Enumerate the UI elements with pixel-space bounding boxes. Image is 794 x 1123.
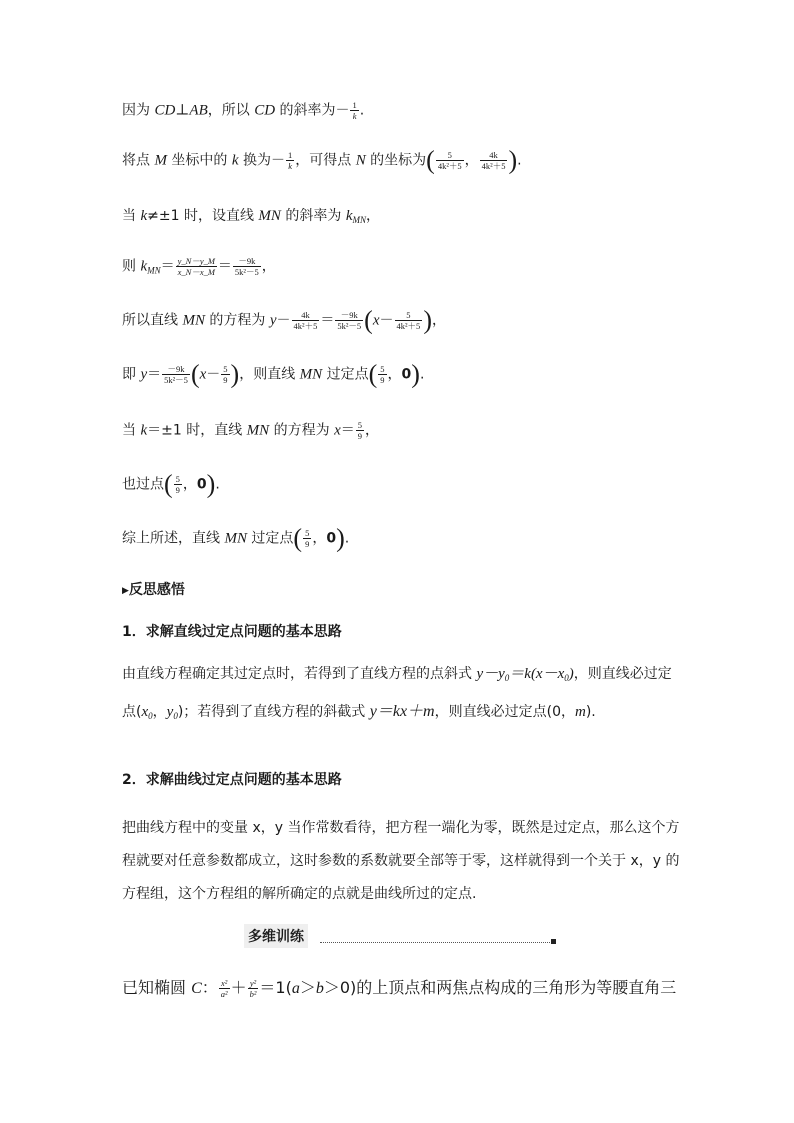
fraction: $\frac{-9k}{\text{5k²－5}}$ xyxy=(164,364,188,385)
exercise-text: 已知椭圆 C： $\frac{\text{x²}}{\text{a²}}$ ＋ $\frac{\text{y²}}{\text{b²}}$ ＝1(a＞b＞0)的上顶点和两焦点构成的三角形为等腰直角三 xyxy=(122,978,677,999)
fraction: $\frac{5}{\text{4k²＋5}}$ xyxy=(437,150,462,171)
fraction: $\frac{5}{9}$ xyxy=(223,364,228,385)
line-slope-mn: 则 $k_{MN}=$ $\frac{y\_N-y\_M}{x\_N-x\_M}$ ＝ $\frac{-9k}{\text{5k²－5}}$ ， xyxy=(122,256,276,277)
reflection-heading: ▶反思感悟 xyxy=(122,582,185,598)
line-conclusion: 综上所述，直线 MN 过定点( $\frac{5}{9}$ ，0). xyxy=(122,523,350,553)
point2-heading: 2．求解曲线过定点问题的基本思路 xyxy=(122,772,342,788)
fraction: $\frac{\text{x²}}{\text{a²}}$ xyxy=(220,978,228,999)
line-also-passes: 也过点( $\frac{5}{9}$ ，0). xyxy=(122,469,220,499)
fraction: $\frac{5}{9}$ xyxy=(357,420,362,441)
divider xyxy=(320,942,552,943)
line-k-condition: 当 k≠±1 时，设直线 MN 的斜率为 $k_{MN}$， xyxy=(122,208,380,225)
point1-heading: 1．求解直线过定点问题的基本思路 xyxy=(122,624,342,640)
fraction: $\frac{4k}{\text{4k²＋5}}$ xyxy=(293,310,318,331)
fraction: $\frac{y\_N-y\_M}{x\_N-x\_M}$ xyxy=(177,256,215,277)
square-bullet-icon xyxy=(551,939,556,944)
line-slope-cd: 因为 CD⊥AB，所以 CD 的斜率为－ $\frac{1}{k}$ . xyxy=(122,100,365,121)
fraction: $\frac{\text{y²}}{\text{b²}}$ xyxy=(249,978,257,999)
fraction: $\frac{1}{k}$ xyxy=(352,100,357,121)
point1-text: 由直线方程确定其过定点时，若得到了直线方程的点斜式 $y-y_0=k(x-x_0)$，则直线必过定点($x_0$，$y_0$)；若得到了直线方程的斜截式 y＝kx＋m，则直线必过定点(0，m). xyxy=(122,666,672,721)
fraction: $\frac{5}{9}$ xyxy=(175,474,180,495)
fraction: $\frac{5}{9}$ xyxy=(380,364,385,385)
fraction: $\frac{4k}{\text{4k²＋5}}$ xyxy=(481,150,506,171)
fraction: $\frac{1}{k}$ xyxy=(287,150,293,171)
line-fixed-point: 即 y＝ $\frac{-9k}{\text{5k²－5}}$ (x－ $\frac{5}{9}$ )，则直线 MN 过定点( $\frac{5}{9}$ ，0). xyxy=(122,359,425,389)
section-label: 多维训练 xyxy=(244,924,308,948)
fraction: $\frac{5}{9}$ xyxy=(305,528,310,549)
section-multi-training xyxy=(240,920,560,946)
triangle-marker-icon: ▶ xyxy=(122,586,129,596)
fraction: $\frac{-9k}{\text{5k²－5}}$ xyxy=(337,310,362,331)
line-k-pm1: 当 k＝±1 时，直线 MN 的方程为 x＝ $\frac{5}{9}$ ， xyxy=(122,420,379,441)
fraction: $\frac{-9k}{\text{5k²－5}}$ xyxy=(234,256,259,277)
fraction: $\frac{5}{\text{4k²＋5}}$ xyxy=(396,310,421,331)
line-equation-mn: 所以直线 MN 的方程为 y－ $\frac{4k}{\text{4k²＋5}}$ ＝ $\frac{-9k}{\text{5k²－5}}$ (x－ $\frac{5}{\text{4k²＋5}}$ )， xyxy=(122,305,446,335)
line-point-n: 将点 M 坐标中的 k 换为－ $\frac{1}{k}$ ，可得点 N 的坐标为( $\frac{5}{\text{4k²＋5}}$ ， $\frac{4k}{\text{4k²＋5}}$ ). xyxy=(122,145,522,175)
point2-text: 把曲线方程中的变量 x，y 当作常数看待，把方程一端化为零，既然是过定点，那么这个方程就要对任意参数都成立，这时参数的系数就要全部等于零，这样就得到一个关于 x，y 的方程组，这个方程组的解所确定的点就是曲线所过的定点. xyxy=(122,820,680,902)
